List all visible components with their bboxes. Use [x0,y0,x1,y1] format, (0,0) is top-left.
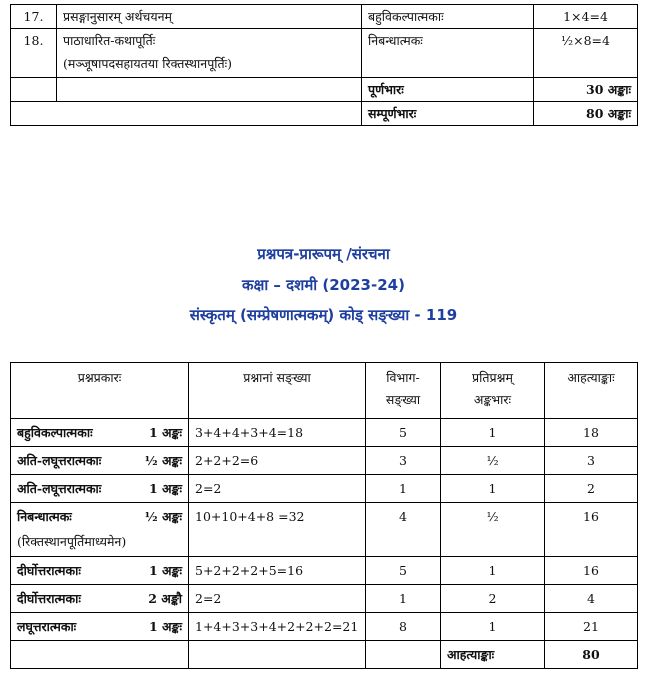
type-mark: 1 अङ्कः [148,425,182,440]
type-sublabel: (रिक्तस्थानपूर्तिमाध्यमेन) [17,534,127,549]
row-per-mark: 1 [441,419,545,447]
header-per-mark-line2: अङ्कभारः [473,392,512,407]
row-sections: 5 [366,557,441,585]
type-mark: 1 अङ्कः [148,619,182,634]
class-title: कक्षा – दशमी (2023-24) [242,276,405,294]
row-sections: 1 [366,585,441,613]
footer-value: 80 [545,641,638,669]
type-mark: ½ अङ्कः [144,453,182,468]
row-per-mark: 1 [441,613,545,641]
row-sections: 5 [366,419,441,447]
row-total: 16 [545,557,638,585]
paper-title: प्रश्नपत्र-प्रारूपम् /संरचना [257,245,390,263]
row-total: 18 [545,419,638,447]
row-type [11,613,189,641]
header-sections-line2: सङ्ख्या [385,392,421,407]
total-row [11,102,638,126]
question-number: 18. [11,29,57,78]
row-type [11,585,189,613]
question-number: 17. [11,5,57,29]
table-row [11,419,638,447]
type-label: लघूत्तरात्मकाः [17,619,77,634]
row-per-mark: 1 [441,557,545,585]
question-marks: 1×4=4 [534,5,638,29]
header-count: प्रश्नानां सङ्ख्या [189,363,366,419]
row-total: 2 [545,475,638,503]
row-count: 10+10+4+8 =32 [189,503,366,557]
row-per-mark: 2 [441,585,545,613]
row-type [11,419,189,447]
table-row [11,585,638,613]
subtotal-value: 30 अङ्काः [534,78,638,102]
row-count: 5+2+2+2+5=16 [189,557,366,585]
empty-cell [57,78,362,102]
total-label: सम्पूर्णभारः [362,102,534,126]
row-per-mark: ½ [441,447,545,475]
question-type: बहुविकल्पात्मकाः [362,5,534,29]
header-per-mark-line1: प्रतिप्रश्नम् [472,370,513,385]
header-sections-line1: विभाग- [386,370,420,385]
type-mark: 2 अङ्कौ [148,591,182,606]
type-mark: 1 अङ्कः [148,563,182,578]
question-title: पाठाधारित-कथापूर्तिः [63,33,156,48]
table-row [11,475,638,503]
marks-summary-table [10,4,638,126]
empty-cell [11,102,362,126]
type-label: निबन्धात्मकः [17,509,72,524]
header-total: आहत्याङ्काः [545,363,638,419]
row-sections: 4 [366,503,441,557]
type-label: दीर्घोत्तरात्मकाः [17,591,81,606]
row-per-mark: 1 [441,475,545,503]
question-title: प्रसङ्गानुसारम् अर्थचयनम् [57,5,362,29]
row-total: 3 [545,447,638,475]
row-sections: 8 [366,613,441,641]
footer-label: आहत्याङ्काः [441,641,545,669]
empty-cell [11,641,189,669]
question-title-sub: (मञ्जूषापदसहायतया रिक्तस्थानपूर्तिः) [63,56,233,71]
type-label: अति-लघूत्तरात्मकाः [17,481,102,496]
empty-cell [366,641,441,669]
row-type [11,447,189,475]
row-total: 21 [545,613,638,641]
row-total: 4 [545,585,638,613]
row-count: 2+2+2=6 [189,447,366,475]
type-label: बहुविकल्पात्मकाः [17,425,93,440]
subject-title: संस्कृतम् (सम्प्रेषणात्मकम्) कोड् सङ्ख्या - 119 [189,306,458,324]
question-type: निबन्धात्मकः [362,29,534,78]
table-row [11,5,638,29]
empty-cell [11,78,57,102]
row-count: 2=2 [189,585,366,613]
row-per-mark: ½ [441,503,545,557]
table-row [11,447,638,475]
blueprint-table [10,362,638,669]
header-type: प्रश्नप्रकारः [11,363,189,419]
type-label: दीर्घोत्तरात्मकाः [17,563,81,578]
empty-cell [189,641,366,669]
table-row [11,557,638,585]
type-mark: 1 अङ्कः [148,481,182,496]
row-sections: 1 [366,475,441,503]
header-sections [366,363,441,419]
row-type [11,557,189,585]
subtotal-row [11,78,638,102]
subtotal-label: पूर्णभारः [362,78,534,102]
question-title-cell [57,29,362,78]
table-header-row [11,363,638,419]
row-type [11,475,189,503]
row-sections: 3 [366,447,441,475]
table-footer-row [11,641,638,669]
table-row [11,613,638,641]
type-label: अति-लघूत्तरात्मकाः [17,453,102,468]
table-row [11,29,638,78]
total-value: 80 अङ्काः [534,102,638,126]
type-mark: ½ अङ्कः [144,509,182,524]
row-type [11,503,189,557]
table-row [11,503,638,557]
row-total: 16 [545,503,638,557]
row-count: 1+4+3+3+4+2+2+2=21 [189,613,366,641]
row-count: 2=2 [189,475,366,503]
header-per-mark [441,363,545,419]
question-marks: ½×8=4 [534,29,638,78]
row-count: 3+4+4+3+4=18 [189,419,366,447]
